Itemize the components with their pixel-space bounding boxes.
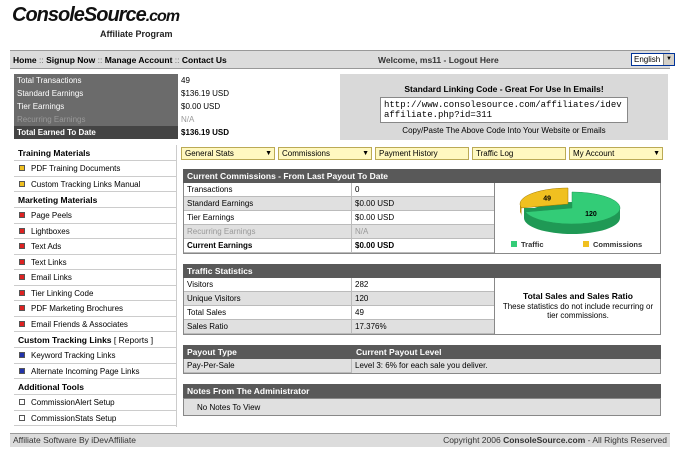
legend-swatch (511, 241, 517, 247)
summary-label: Total Earned To Date (14, 126, 178, 139)
linking-code-title: Standard Linking Code - Great For Use In Emails! (404, 84, 604, 94)
sidebar-heading-tools: Additional Tools (14, 379, 176, 395)
table-row (184, 292, 494, 306)
nav-separator: :: (174, 55, 180, 65)
chevron-down-icon: ▼ (265, 150, 272, 157)
header (0, 0, 682, 48)
summary-label: Standard Earnings (14, 87, 178, 100)
divider (494, 183, 495, 253)
footer-credit[interactable]: Affiliate Software By iDevAffiliate (13, 435, 136, 445)
table-row (184, 306, 494, 320)
commissions-title: Current Commissions - From Last Payout To Date (183, 169, 661, 183)
chevron-down-icon: ▼ (663, 54, 674, 65)
row-label: Transactions (184, 183, 352, 197)
table-row (184, 225, 494, 239)
nav-separator: :: (97, 55, 103, 65)
row-value: N/A (352, 225, 494, 239)
sidebar-item-text-ads[interactable]: Text Ads (14, 239, 176, 255)
bullet-icon (19, 415, 25, 421)
legend-swatch (583, 241, 589, 247)
sidebar-item-keyword-links[interactable]: Keyword Tracking Links (14, 348, 176, 364)
table-row (184, 239, 494, 253)
bullet-icon (19, 259, 25, 265)
sidebar-item-tier-linking[interactable]: Tier Linking Code (14, 286, 176, 302)
row-value: $0.00 USD (352, 211, 494, 225)
footer (10, 433, 670, 447)
logo-subtitle: Affiliate Program (100, 29, 173, 39)
tab-commissions[interactable]: Commissions ▼ (278, 147, 372, 160)
nav-links (13, 55, 227, 65)
logo[interactable]: ConsoleSource.com (12, 4, 180, 26)
summary-row (14, 100, 340, 113)
payout-level-header: Current Payout Level (352, 345, 661, 359)
row-value: 17.376% (352, 320, 494, 334)
pie-label-traffic: 120 (585, 210, 597, 218)
linking-code-textarea[interactable]: http://www.consolesource.com/affiliates/idevaffiliate.php?id=311 (380, 97, 628, 123)
table-row (184, 359, 660, 373)
legend-commissions: Commissions (583, 240, 642, 249)
bullet-icon (19, 274, 25, 280)
row-label: Unique Visitors (184, 292, 352, 306)
stats-menu (181, 147, 663, 160)
row-label: Current Earnings (184, 239, 352, 253)
summary-value: N/A (181, 115, 195, 124)
sidebar-item-pdf-training[interactable]: PDF Training Documents (14, 161, 176, 177)
summary-value: $136.19 USD (181, 128, 230, 137)
earnings-pie-chart (510, 184, 640, 236)
row-value: 282 (352, 278, 494, 292)
summary-row-total (14, 126, 340, 139)
chevron-down-icon: ▼ (362, 150, 369, 157)
nav-home-link[interactable]: Home (13, 55, 37, 65)
bullet-icon (19, 399, 25, 405)
sidebar (14, 145, 177, 427)
bullet-icon (19, 165, 25, 171)
summary-row (14, 113, 340, 126)
sales-ratio-title: Total Sales and Sales Ratio (523, 291, 633, 301)
summary-label: Recurring Earnings (14, 113, 178, 126)
sidebar-item-commission-stats[interactable]: CommissionStats Setup (14, 411, 176, 427)
traffic-title: Traffic Statistics (183, 264, 661, 278)
bullet-icon (19, 212, 25, 218)
tab-traffic-log[interactable]: Traffic Log (472, 147, 566, 160)
bullet-icon (19, 352, 25, 358)
notes-body: No Notes To View (183, 398, 661, 416)
row-label: Visitors (184, 278, 352, 292)
chevron-down-icon: ▼ (653, 150, 660, 157)
summary-label: Tier Earnings (14, 100, 178, 113)
payout-type-header: Payout Type (183, 345, 352, 359)
sidebar-item-page-peels[interactable]: Page Peels (14, 208, 176, 224)
bullet-icon (19, 321, 25, 327)
bullet-icon (19, 368, 25, 374)
row-label: Tier Earnings (184, 211, 352, 225)
nav-separator: :: (39, 55, 44, 65)
sidebar-item-text-links[interactable]: Text Links (14, 255, 176, 271)
summary-label: Total Transactions (14, 74, 178, 87)
legend-traffic: Traffic (511, 240, 544, 249)
row-label: Total Sales (184, 306, 352, 320)
custom-links-reports-link[interactable]: [ Reports ] (113, 335, 154, 345)
table-row (184, 183, 494, 197)
nav-contact-link[interactable]: Contact Us (181, 55, 227, 65)
summary-value: $0.00 USD (181, 102, 221, 111)
sidebar-item-alternate-links[interactable]: Alternate Incoming Page Links (14, 364, 176, 380)
top-navbar (10, 50, 670, 69)
logout-link[interactable]: Logout Here (448, 55, 499, 65)
row-label: Sales Ratio (184, 320, 352, 334)
bullet-icon (19, 228, 25, 234)
sidebar-item-tracking-manual[interactable]: Custom Tracking Links Manual (14, 177, 176, 193)
sidebar-heading-marketing: Marketing Materials (14, 192, 176, 208)
tab-payment-history[interactable]: Payment History (375, 147, 469, 160)
table-row (184, 320, 494, 334)
sales-ratio-note: These statistics do not include recurring or tier commissions. (502, 302, 654, 320)
welcome-text (378, 55, 499, 65)
nav-manage-account-link[interactable]: Manage Account (104, 55, 173, 65)
summary-value: 49 (181, 76, 190, 85)
bullet-icon (19, 290, 25, 296)
payout-level-value: Level 3: 6% for each sale you deliver. (352, 359, 660, 373)
sidebar-heading-custom-links: Custom Tracking Links [ Reports ] (14, 332, 176, 348)
summary-value: $136.19 USD (181, 89, 230, 98)
table-row (184, 278, 494, 292)
row-label: Standard Earnings (184, 197, 352, 211)
row-value: 49 (352, 306, 494, 320)
table-row (184, 211, 494, 225)
row-value: 120 (352, 292, 494, 306)
bullet-icon (19, 181, 25, 187)
row-value: $0.00 USD (352, 239, 494, 253)
payout-type-value: Pay-Per-Sale (184, 359, 352, 373)
sidebar-item-email-links[interactable]: Email Links (14, 270, 176, 286)
table-row (184, 197, 494, 211)
tab-my-account[interactable]: My Account ▼ (569, 147, 663, 160)
pie-label-commissions: 49 (543, 195, 552, 203)
sidebar-item-lightboxes[interactable]: Lightboxes (14, 224, 176, 240)
welcome-label: Welcome, ms11 - (378, 55, 449, 65)
divider (494, 278, 495, 334)
language-select[interactable] (631, 53, 675, 66)
row-value: $0.00 USD (352, 197, 494, 211)
linking-code-note: Copy/Paste The Above Code Into Your Website or Emails (402, 126, 606, 135)
row-label: Recurring Earnings (184, 225, 352, 239)
bullet-icon (19, 243, 25, 249)
sidebar-item-pdf-brochures[interactable]: PDF Marketing Brochures (14, 301, 176, 317)
sidebar-item-commission-alert[interactable]: CommissionAlert Setup (14, 395, 176, 411)
footer-copyright: Copyright 2006 ConsoleSource.com - All Rights Reserved (443, 435, 667, 445)
sidebar-item-email-friends[interactable]: Email Friends & Associates (14, 317, 176, 333)
summary-row (14, 74, 340, 87)
sidebar-heading-training: Training Materials (14, 145, 176, 161)
bullet-icon (19, 305, 25, 311)
summary-stats (14, 74, 340, 139)
nav-signup-link[interactable]: Signup Now (46, 55, 96, 65)
summary-row (14, 87, 340, 100)
linking-code-panel (340, 74, 668, 140)
language-value: English (634, 55, 661, 64)
notes-title: Notes From The Administrator (183, 384, 661, 398)
tab-general-stats[interactable]: General Stats ▼ (181, 147, 275, 160)
row-value: 0 (352, 183, 494, 197)
